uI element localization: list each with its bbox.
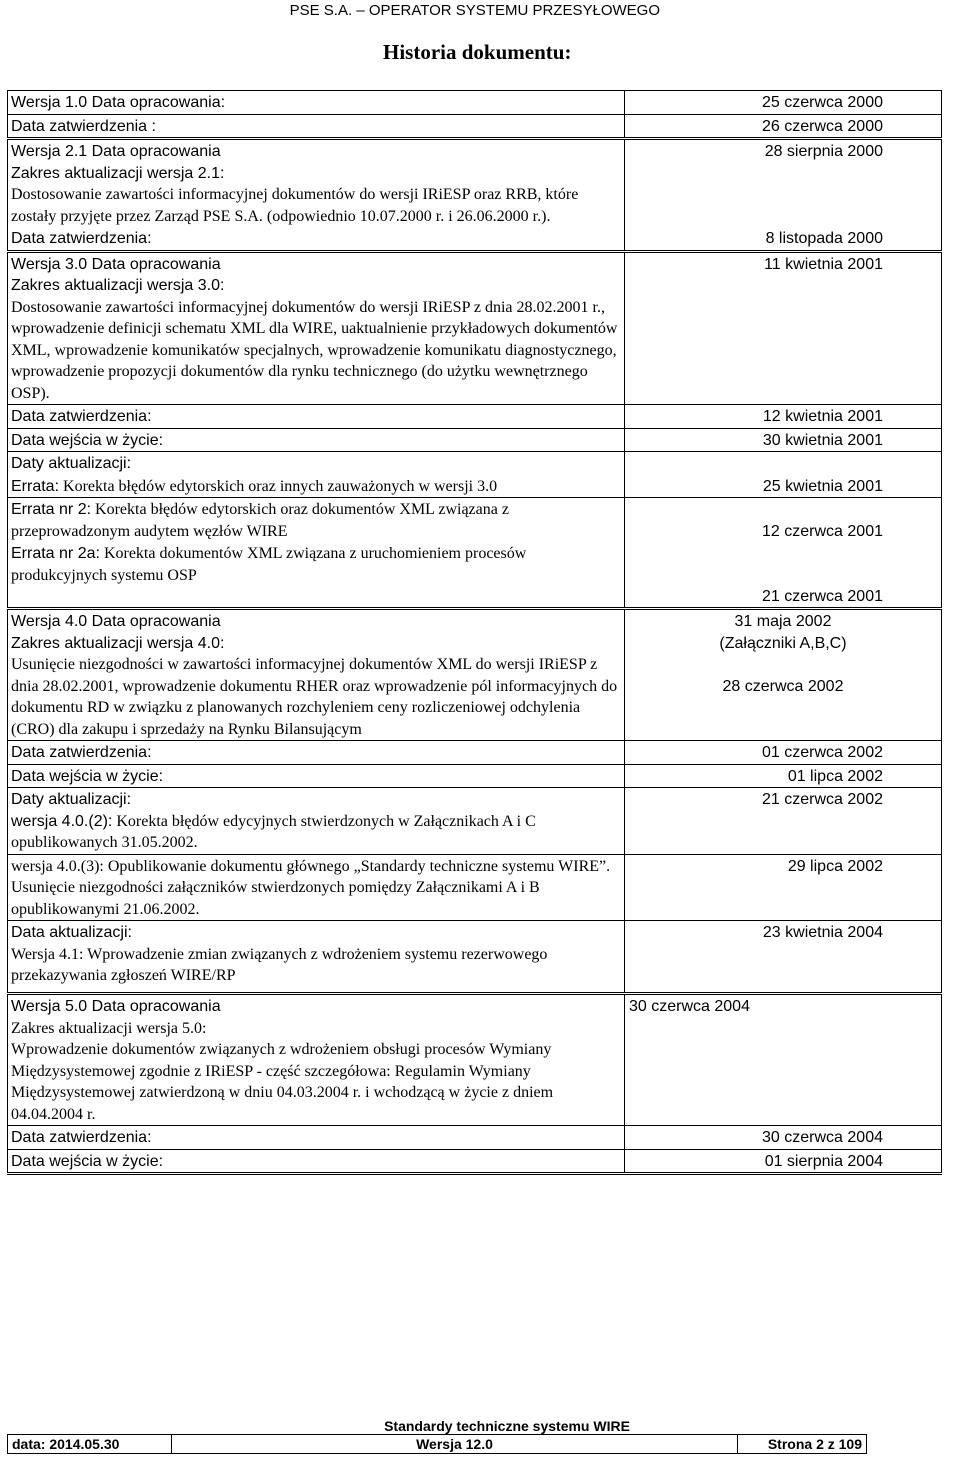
v2-date: 28 sierpnia 2000 [625, 139, 942, 228]
v3-effective-label: Data wejścia w życie: [8, 428, 625, 452]
v4-v41-text: Wersja 4.1: Wprowadzenie zmian związanych z wdrożeniem systemu rezerwowego przekazywania zgłoszeń WIRE/RP [11, 945, 548, 984]
v4-date: 31 maja 2002 [734, 613, 832, 630]
v5-effective-label: Data wejścia w życie: [8, 1149, 625, 1174]
v2-block [8, 139, 625, 228]
v4-scope-label: Zakres aktualizacji wersja 4.0: [11, 634, 225, 652]
v4-description: Usunięcie niezgodności w zawartości informacyjnej dokumentów XML do wersji IRiESP z dnia 28.02.2001, wprowadzenie dokumentu RHER oraz wprowadzenie pól informacyjnych do dokumentu RD w związku z planowanych rozchyleniem ceny rozliczeniowej odchylenia (CRO) dla zakupu i sprzedaży na Rynku Bilansującym [11, 656, 618, 738]
v4-label: Wersja 4.0 Data opracowania [11, 613, 221, 630]
v1-label: Wersja 1.0 Data opracowania: [8, 91, 625, 115]
v2-description: Dostosowanie zawartości informacyjnej dokumentów do wersji IRiESP oraz RRB, które zostały przyjęte przez Zarząd PSE S.A. (odpowiednio 10.07.2000 r. i 26.06.2000 r.). [11, 186, 579, 225]
v3-description: Dostosowanie zawartości informacyjnej dokumentów do wersji IRiESP z dnia 28.02.2001 r., wprowadzenie definicji schematu XML dla WIRE, uaktualnienie przykładowych dokumentów XML, wprowadzenie komunikatów specjalnych, wprowadzenie komunikatu diagnostycznego, wprowadzenie propozycji dokumentów dla rynku technicznego (do użytku wewnętrznego OSP). [11, 298, 618, 402]
v3-errata1-date: 25 kwietnia 2001 [625, 475, 942, 498]
v4-updates-date: 21 czerwca 2002 [625, 788, 942, 855]
v5-date: 30 czerwca 2004 [625, 994, 942, 1126]
v4-block [8, 609, 625, 741]
v4-approved-date: 01 czerwca 2002 [625, 741, 942, 765]
page-title: Historia dokumentu: [383, 40, 572, 64]
v3-approved-label: Data zatwierdzenia: [8, 405, 625, 429]
v4-u2-label: wersja 4.0.(2): [11, 812, 113, 830]
v4-dates [625, 609, 942, 741]
v4-effective-date: 01 lipca 2002 [625, 764, 942, 788]
v3-errata2a [8, 542, 625, 609]
v3-block [8, 251, 625, 405]
v4-upd-label: Data aktualizacji: [11, 924, 132, 941]
v3-scope-label: Zakres aktualizacji wersja 3.0: [11, 277, 225, 294]
v3-errata2-date: 12 czerwca 2001 [625, 498, 942, 543]
v4-date2: 28 czerwca 2002 [722, 678, 844, 695]
v4-upd-date: 23 kwietnia 2004 [625, 921, 942, 994]
v5-description: Wprowadzenie dokumentów związanych z wdrożeniem obsługi procesów Wymiany Międzysystemowej zgodnie z IRiESP - część szczegółowa: Regulamin Wymiany Międzysystemowej zatwierdzoną w dniu 04.03.2004 r. i wchodzącą w życie z dniem 04.04.2004 r. [11, 1041, 554, 1123]
v3-errata2-text: Korekta błędów edytorskich oraz dokumentów XML związana z przeprowadzonym audytem węzłów WIRE [11, 501, 509, 540]
company-header: PSE S.A. – OPERATOR SYSTEMU PRZESYŁOWEGO [289, 2, 660, 19]
v5-scope-label: Zakres aktualizacji wersja 5.0: [11, 1019, 207, 1037]
document-history-table [7, 90, 942, 1175]
v5-approved-date: 30 czerwca 2004 [625, 1126, 942, 1150]
v5-block [8, 994, 625, 1126]
v5-effective-date: 01 sierpnia 2004 [625, 1149, 942, 1174]
v4-u3-text: wersja 4.0.(3): Opublikowanie dokumentu głównego „Standardy techniczne systemu WIRE”. Usunięcie niezgodności załączników stwierdzonych pomiędzy Załącznikami A i B opublikowanymi 21.06.2002. [8, 854, 625, 921]
v2-scope-label: Zakres aktualizacji wersja 2.1: [11, 164, 225, 182]
footer-version: Wersja 12.0 [172, 1435, 738, 1454]
page-footer [7, 1418, 867, 1454]
v3-errata2a-date: 21 czerwca 2001 [625, 542, 942, 609]
v3-errata1-label: Errata: [11, 477, 60, 495]
footer-title: Standardy techniczne systemu WIRE [384, 1418, 630, 1434]
footer-table [7, 1434, 867, 1454]
v4-effective-label: Data wejścia w życie: [8, 764, 625, 788]
v3-errata1-text: Korekta błędów edytorskich oraz innych zauważonych w wersji 3.0 [63, 477, 498, 495]
v4-u2-text: Korekta błędów edycyjnych stwierdzonych w Załącznikach A i C opublikowanych 31.05.2002. [11, 812, 536, 851]
v3-errata2-label: Errata nr 2: [11, 501, 92, 518]
v4-approved-label: Data zatwierdzenia: [8, 741, 625, 765]
v3-effective-date: 30 kwietnia 2001 [625, 428, 942, 452]
v5-label: Wersja 5.0 Data opracowania [11, 998, 221, 1015]
v1-approved-label: Data zatwierdzenia : [8, 114, 625, 139]
v1-date: 25 czerwca 2000 [625, 91, 942, 115]
footer-page: Strona 2 z 109 [738, 1435, 867, 1454]
v4-u3-date: 29 lipca 2002 [625, 854, 942, 921]
v4-upd [8, 921, 625, 994]
v2-label: Wersja 2.1 Data opracowania [11, 143, 221, 160]
v3-errata2a-label: Errata nr 2a: [11, 545, 100, 562]
v3-errata2a-text: Korekta dokumentów XML związana z uruchomieniem procesów produkcyjnych systemu OSP [11, 545, 527, 584]
v4-updates [8, 788, 625, 855]
v3-updates-label: Daty aktualizacji: [8, 452, 625, 475]
v1-approved-date: 26 czerwca 2000 [625, 114, 942, 139]
v3-errata1 [8, 475, 625, 498]
v3-approved-date: 12 kwietnia 2001 [625, 405, 942, 429]
footer-date: data: 2014.05.30 [8, 1435, 172, 1454]
v4-date-note: (Załączniki A,B,C) [719, 634, 847, 652]
v2-approved-date: 8 listopada 2000 [625, 227, 942, 251]
v3-errata2 [8, 498, 625, 543]
v3-label: Wersja 3.0 Data opracowania [11, 255, 221, 273]
v2-approved-label: Data zatwierdzenia: [8, 227, 625, 251]
v4-updates-label: Daty aktualizacji: [11, 791, 132, 808]
v5-approved-label: Data zatwierdzenia: [8, 1126, 625, 1150]
v3-date: 11 kwietnia 2001 [625, 251, 942, 405]
